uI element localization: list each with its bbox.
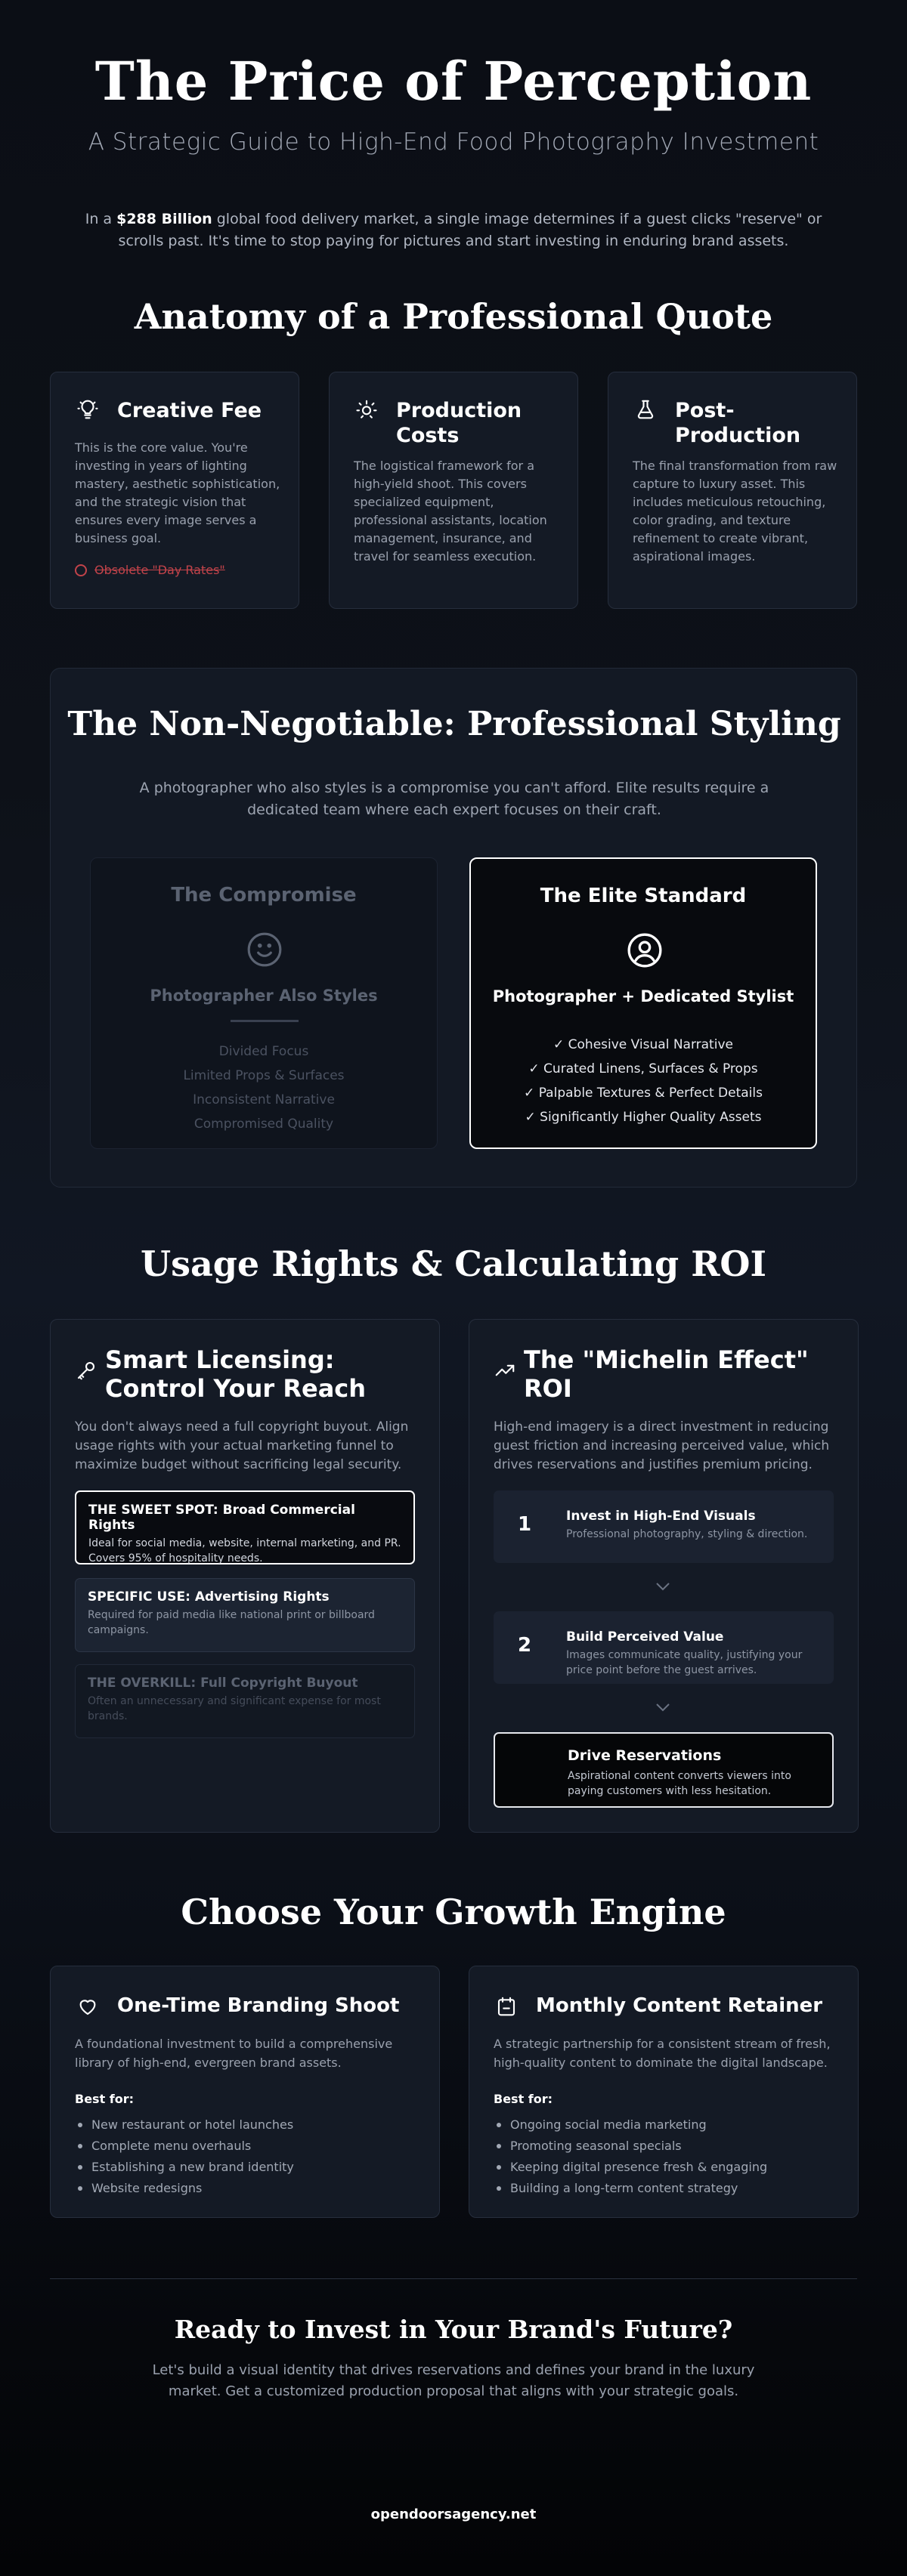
michelin-title: The "Michelin Effect" ROI [524,1345,809,1403]
one-time-shoot-title: One-Time Branding Shoot [117,1994,400,2017]
list-item: New restaurant or hotel launches [75,2114,294,2136]
monthly-retainer-list [494,2114,767,2199]
production-costs-card [329,372,578,609]
production-costs-body: The logistical framework for a high-yield shoot. This covers specialized equipment, professional assistants, location management, insurance, and travel for seamless execution. [354,459,547,564]
roi-step-2 [494,1611,834,1684]
user-circle-icon [626,931,664,969]
monthly-retainer-card [469,1966,859,2218]
styling-description: A photographer who also styles is a compromise you can't afford. Elite results require a dedicated team where each expert focuses on their craft. [139,780,769,818]
list-item: ✓ Palpable Textures & Perfect Details [524,1086,763,1101]
list-item: Website redesigns [75,2178,294,2199]
license-option-title: THE OVERKILL: Full Copyright Buyout [88,1676,358,1691]
list-item: Ongoing social media marketing [494,2114,767,2136]
best-for-label: Best for: [75,2092,135,2106]
heart-icon [75,1994,101,2019]
intro-suffix: global food delivery market, a single image determines if a guest clicks "reserve" or scrolls past. It's time to stop paying for pictures and start investing in enduring brand assets. [118,211,822,249]
license-option-desc: Ideal for social media, website, internal marketing, and PR. Covers 95% of hospitality needs. [88,1537,401,1564]
step-title: Drive Reservations [568,1747,722,1764]
post-production-title: Post-Production [675,399,801,447]
license-option-title: THE SWEET SPOT: Broad Commercial Rights [88,1503,355,1533]
list-item: ✓ Cohesive Visual Narrative [553,1037,733,1052]
step-number: 2 [517,1634,532,1657]
list-item: ✓ Curated Linens, Surfaces & Props [528,1061,758,1076]
light-bulb-glow-icon [354,397,379,422]
license-option-desc: Required for paid media like national print or billboard campaigns. [88,1609,375,1636]
page-subtitle: A Strategic Guide to High-End Food Photography Investment [88,128,819,156]
styling-section-title: The Non-Negotiable: Professional Styling [67,705,841,743]
chevron-down-icon [655,1581,671,1592]
compromise-list [91,1039,437,1136]
step-title: Build Perceived Value [566,1629,724,1645]
list-item: Inconsistent Narrative [193,1092,335,1107]
licensing-body: You don't always need a full copyright buyout. Align usage rights with your actual marketing funnel to maximize budget without sacrificing legal security. [75,1419,409,1472]
elite-standard-card [469,857,817,1149]
step-title: Invest in High-End Visuals [566,1509,756,1524]
clock-icon [75,564,87,576]
intro-prefix: In a [85,211,117,227]
styling-panel [50,668,857,1188]
list-item: Limited Props & Surfaces [183,1068,345,1083]
one-time-shoot-card [50,1966,440,2218]
list-item: Establishing a new brand identity [75,2157,294,2178]
list-item: Building a long-term content strategy [494,2178,767,2199]
elite-list [471,1033,816,1129]
one-time-shoot-list [75,2114,294,2199]
list-item: ✓ Significantly Higher Quality Assets [525,1110,762,1125]
intro-paragraph [68,208,839,252]
license-option-title: SPECIFIC USE: Advertising Rights [88,1589,330,1605]
list-item: Compromised Quality [193,1117,334,1132]
step-desc: Professional photography, styling & direction. [566,1528,808,1540]
roi-step-1 [494,1490,834,1563]
list-item: Keeping digital presence fresh & engaging [494,2157,767,2178]
michelin-body: High-end imagery is a direct investment in reducing guest friction and increasing perceived value, which drives reservations and justifies premium pricing. [494,1419,830,1472]
engine-section-title: Choose Your Growth Engine [181,1892,726,1932]
compromise-card [90,857,438,1149]
compromise-divider [231,1020,299,1022]
list-item: Divided Focus [218,1044,309,1059]
calendar-icon [494,1994,519,2019]
section-divider [50,2278,857,2279]
creative-fee-card [50,372,299,609]
cta-title: Ready to Invest in Your Brand's Future? [174,2315,733,2344]
list-item: Promoting seasonal specials [494,2136,767,2157]
obsolete-day-rates-note [75,563,225,577]
lightbulb-icon [75,397,101,422]
smart-licensing-card [50,1319,440,1833]
one-time-shoot-body: A foundational investment to build a comprehensive library of high-end, evergreen brand assets. [75,2037,393,2070]
step-desc: Images communicate quality, justifying your price point before the guest arrives. [566,1649,803,1676]
compromise-heading: The Compromise [171,884,357,907]
roi-step-3 [494,1732,834,1808]
creative-fee-body: This is the core value. You're investing in years of lighting mastery, aesthetic sophistication, and the strategic vision that ensures every image serves a business goal. [75,440,280,545]
key-icon [73,1357,99,1383]
creative-fee-title: Creative Fee [117,399,262,422]
license-option-sweet-spot[interactable] [75,1490,415,1564]
license-option-desc: Often an unnecessary and significant expense for most brands. [88,1695,381,1722]
elite-subheading: Photographer + Dedicated Stylist [492,987,794,1005]
obsolete-day-rates-label: Obsolete "Day Rates" [94,563,225,577]
license-option-specific-use[interactable] [75,1578,415,1652]
chevron-down-icon [655,1702,671,1713]
licensing-title: Smart Licensing: Control Your Reach [105,1345,367,1403]
intro-highlight: $288 Billion [116,211,212,227]
elite-heading: The Elite Standard [540,885,747,907]
post-production-card [608,372,857,609]
monthly-retainer-body: A strategic partnership for a consistent stream of fresh, high-quality content to dominate the digital landscape. [494,2037,831,2070]
list-item: Complete menu overhauls [75,2136,294,2157]
step-number: 1 [517,1513,532,1536]
page-title: The Price of Perception [94,50,813,113]
flask-icon [633,397,658,422]
smile-face-icon [246,931,283,968]
quote-section-title: Anatomy of a Professional Quote [134,296,773,337]
roi-section-title: Usage Rights & Calculating ROI [140,1243,767,1284]
monthly-retainer-title: Monthly Content Retainer [536,1994,823,2017]
step-desc: Aspirational content converts viewers into paying customers with less hesitation. [568,1770,791,1797]
best-for-label: Best for: [494,2092,553,2106]
license-option-overkill[interactable] [75,1664,415,1738]
trending-up-icon [492,1357,518,1383]
compromise-subheading: Photographer Also Styles [150,987,378,1005]
michelin-effect-card [469,1319,859,1833]
post-production-body: The final transformation from raw capture to luxury asset. This includes meticulous retouching, color grading, and texture refinement to create vibrant, aspirational images. [633,459,837,564]
agency-website-link[interactable]: opendoorsagency.net [370,2507,537,2522]
production-costs-title: Production Costs [396,399,522,447]
cta-description: Let's build a visual identity that drives reservations and defines your brand in the luxury market. Get a customized production proposal that aligns with your strategic goals. [152,2362,755,2399]
